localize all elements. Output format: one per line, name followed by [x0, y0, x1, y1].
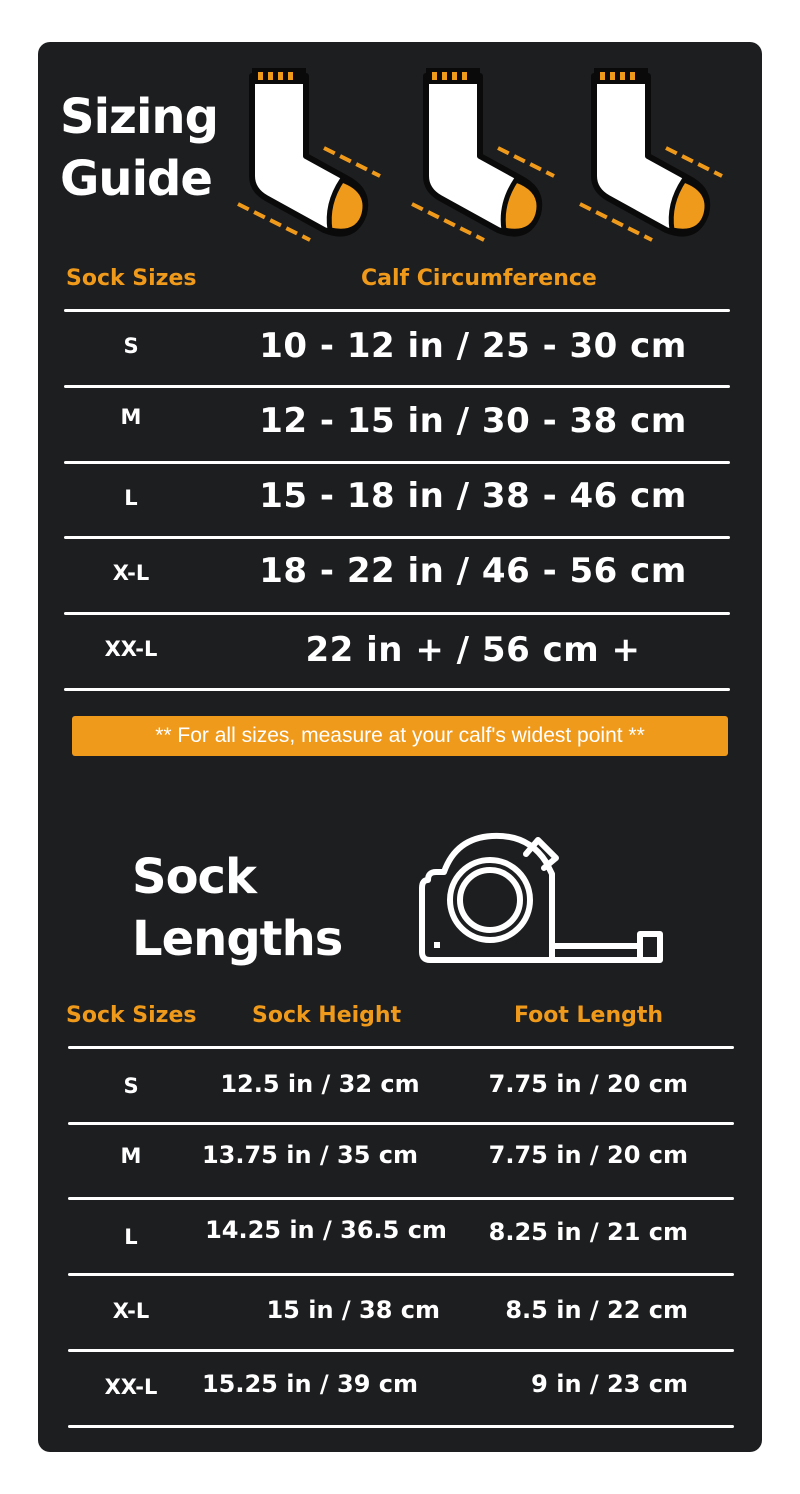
- size-cell: S: [123, 1074, 139, 1098]
- size-cell: X-L: [112, 1299, 150, 1323]
- table-divider: [68, 1273, 734, 1276]
- table-divider: [64, 309, 730, 312]
- size-cell: XX-L: [104, 637, 158, 661]
- sock-height-cell: 13.75 in / 35 cm: [201, 1141, 419, 1169]
- sock-height-cell: 15.25 in / 39 cm: [201, 1370, 419, 1398]
- foot-length-cell: 8.5 in / 22 cm: [505, 1296, 688, 1324]
- sock-height-cell: 12.5 in / 32 cm: [220, 1070, 420, 1098]
- foot-length-cell: 9 in / 23 cm: [531, 1370, 688, 1398]
- calf-range-cell: 15 - 18 in / 38 - 46 cm: [259, 476, 687, 516]
- table-divider: [64, 612, 730, 615]
- tape-measure-icon: [416, 828, 666, 968]
- calf-range-cell: 12 - 15 in / 30 - 38 cm: [259, 401, 687, 441]
- sock-icon-3: [580, 68, 722, 240]
- calf-range-cell: 18 - 22 in / 46 - 56 cm: [259, 551, 687, 591]
- sock-height-cell: 14.25 in / 36.5 cm: [205, 1216, 447, 1244]
- size-cell: X-L: [112, 561, 150, 585]
- sock-icon-2: [412, 68, 554, 240]
- table-divider: [64, 461, 730, 464]
- table-divider: [68, 1425, 734, 1428]
- sock-height-cell: 15 in / 38 cm: [266, 1296, 440, 1324]
- title-line-1: Sock: [132, 849, 256, 905]
- table-divider: [64, 536, 730, 539]
- size-cell: L: [124, 1225, 138, 1249]
- foot-length-cell: 7.75 in / 20 cm: [488, 1141, 688, 1169]
- size-cell: L: [124, 486, 138, 510]
- measurement-note: ** For all sizes, measure at your calf's widest point **: [72, 716, 728, 756]
- sock-icon: [576, 64, 726, 242]
- sock-icon: [234, 64, 384, 242]
- title-line-2: Guide: [60, 151, 212, 207]
- sock-icon-1: [238, 68, 380, 240]
- table-divider: [64, 385, 730, 388]
- sock-lengths-title: [132, 846, 342, 970]
- foot-length-cell: 7.75 in / 20 cm: [488, 1070, 688, 1098]
- size-cell: M: [120, 1144, 142, 1168]
- title-line-1: Sizing: [60, 89, 218, 145]
- column-header-sock-sizes: Sock Sizes: [66, 266, 197, 291]
- column-header-sock-sizes: Sock Sizes: [66, 1003, 197, 1028]
- foot-length-cell: 8.25 in / 21 cm: [488, 1218, 688, 1246]
- column-header-sock-height: Sock Height: [252, 1003, 402, 1028]
- sock-icon: [408, 64, 558, 242]
- title-line-2: Lengths: [132, 911, 343, 967]
- table-divider: [68, 1122, 734, 1125]
- size-cell: XX-L: [104, 1375, 158, 1399]
- table-divider: [68, 1197, 734, 1200]
- calf-range-cell: 22 in + / 56 cm +: [305, 630, 641, 670]
- table-divider: [64, 688, 730, 691]
- size-cell: S: [123, 334, 139, 358]
- column-header-foot-length: Foot Length: [514, 1003, 664, 1028]
- sizing-guide-title: [60, 86, 218, 210]
- calf-range-cell: 10 - 12 in / 25 - 30 cm: [259, 326, 687, 366]
- column-header-calf-circumference: Calf Circumference: [361, 266, 597, 291]
- table-divider: [68, 1046, 734, 1049]
- size-cell: M: [120, 405, 142, 429]
- table-divider: [68, 1349, 734, 1352]
- sizing-guide-card: [38, 42, 762, 1452]
